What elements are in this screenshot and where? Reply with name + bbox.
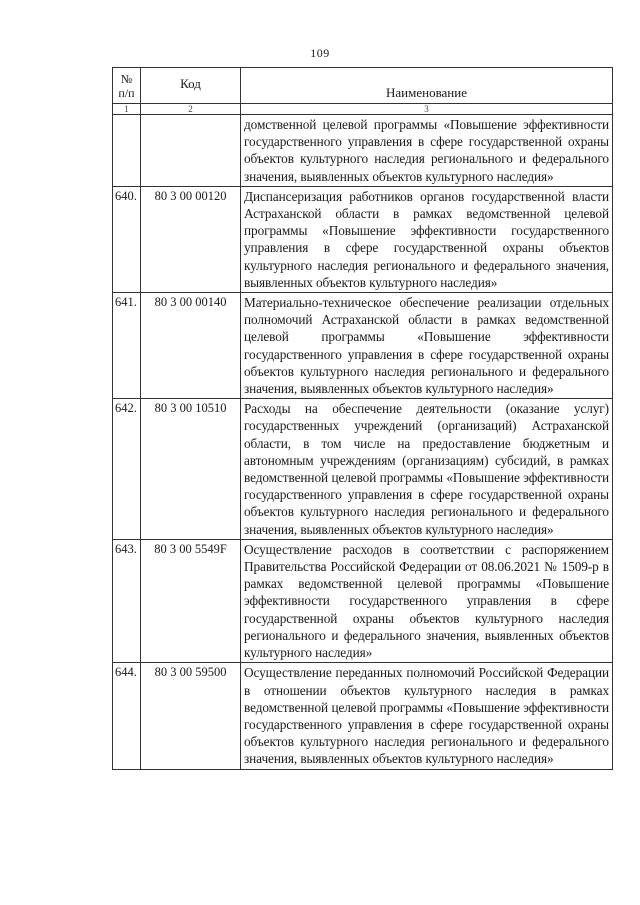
row-name: Расходы на обеспечение деятельности (оказание услуг) государственных учреждений (организаций) Астраханской области, в том числе на предоставление бюджетным и автономным учреждениям (организациям) субсидий, в рамках ведомственной целевой программы «Повышение эффективности государственного управления в сфере государственной охраны объектов культурного наследия регионального и федерального значения, выявленных объектов культурного наследия» [241,399,613,540]
column-index-3: 3 [241,104,613,115]
row-code: 80 3 00 5549F [141,539,241,662]
column-index-2: 2 [141,104,241,115]
page-number: 109 [310,46,330,60]
row-number: 640. [113,186,141,292]
row-name: Материально-техническое обеспечение реализации отдельных полномочий Астраханской области в рамках ведомственной целевой программы «Повышение эффективности государственного управления в сфере государственной охраны объектов культурного наследия регионального и федерального значения, выявленных объектов культурного наследия» [241,293,613,399]
row-number: 643. [113,539,141,662]
row-name: Осуществление переданных полномочий Российской Федерации в отношении объектов культурного наследия в рамках ведомственной целевой программы «Повышение эффективности государственного управления в сфере государственной охраны объектов культурного наследия регионального и федерального значения, выявленных объектов культурного наследия» [241,663,613,769]
header-num: № п/п [113,68,141,104]
row-name: Осуществление расходов в соответствии с распоряжением Правительства Российской Федерации от 08.06.2021 № 1509-р в рамках ведомственной целевой программы «Повышение эффективности государственного управления в сфере государственной охраны объектов культурного наследия регионального и федерального значения, выявленных объектов культурного наследия» [241,539,613,662]
row-code: 80 3 00 00120 [141,186,241,292]
row-name: Диспансеризация работников органов государственной власти Астраханской области в рамках ведомственной целевой программы «Повышение эффективности государственного управления в сфере государственной охраны объектов культурного наследия регионального и федерального значения, выявленных объектов культурного наследия» [241,186,613,292]
table-header-row [113,68,613,104]
table-row [113,115,613,187]
row-number: 641. [113,293,141,399]
column-index-row [113,104,613,115]
table-row [113,539,613,662]
row-number: 642. [113,399,141,540]
row-name: домственной целевой программы «Повышение эффективности государственного управления в сфере государственной охраны объектов культурного наследия регионального и федерального значения, выявленных объектов культурного наследия» [241,115,613,187]
row-number: 644. [113,663,141,769]
row-code [141,115,241,187]
table-row [113,186,613,292]
table-row [113,293,613,399]
table-row [113,399,613,540]
row-code: 80 3 00 59500 [141,663,241,769]
table-row [113,663,613,769]
header-name: Наименование [241,68,613,104]
row-code: 80 3 00 00140 [141,293,241,399]
budget-codes-table [112,67,613,770]
column-index-1: 1 [113,104,141,115]
row-code: 80 3 00 10510 [141,399,241,540]
row-number [113,115,141,187]
header-code: Код [141,68,241,104]
